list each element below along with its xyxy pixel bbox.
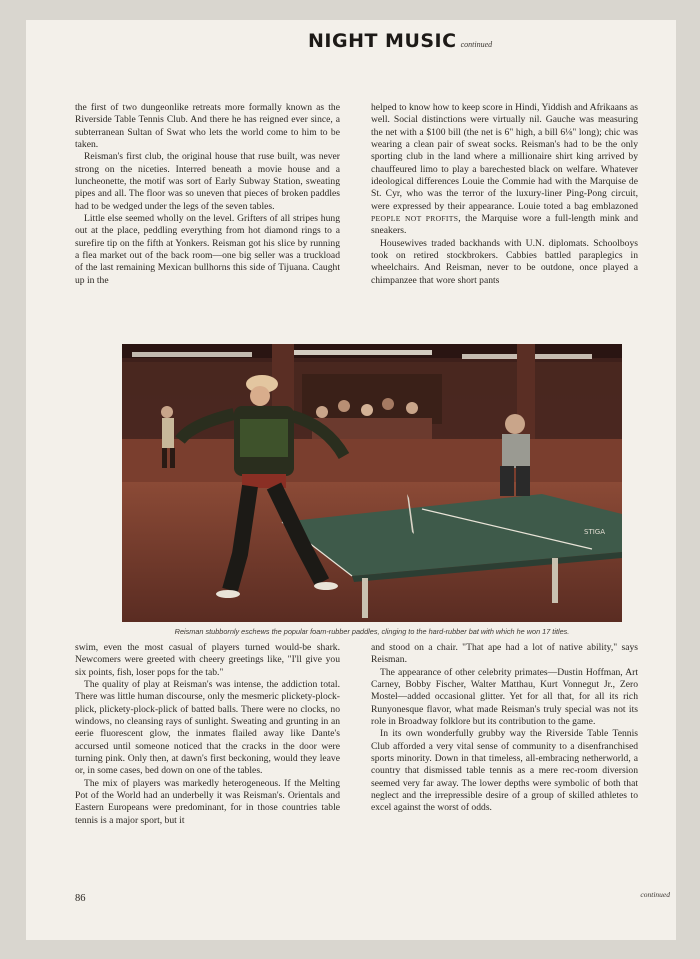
ping-pong-photo bbox=[122, 344, 622, 622]
paragraph: In its own wonderfully grubby way the Riverside Table Tennis Club afforded a very vital sense of community to a disenfranchised sports minority. Down in that timeless, all-embracing netherworld, a country that dismissed table tennis as a mere rec-room diversion seemed very far away. The lower depths were symbolic of both that neglect and the irrepressible desire of a group of skilled athletes to excel against the worst of odds. bbox=[371, 728, 638, 814]
paragraph: and stood on a chair. "That ape had a lot of native ability," says Reisman. bbox=[371, 642, 638, 666]
section-header bbox=[308, 30, 492, 52]
paragraph: Housewives traded backhands with U.N. diplomats. Schoolboys took on retired stockbrokers. Cabbies battled paraplegics in wheelchairs. And Reisman, never to be outdone, once played a chimpanzee that wore short pants bbox=[371, 237, 638, 286]
table-brand-label: STIGA bbox=[584, 528, 605, 536]
paragraph bbox=[371, 102, 638, 238]
page-number: 86 bbox=[75, 893, 86, 904]
photo-illustration bbox=[122, 344, 622, 622]
paragraph: The quality of play at Reisman's was intense, the addiction total. There was little human discourse, only the mesmeric plickety-plock-plick, plickety-plock-plick of batted balls. There were no clocks, no windows, no cleansing rays of sunlight. Sweating and grunting in an eerie fluorescent glow, the inmates flailed away like Dante's accursed until someone noticed that the cracks in the door were turning pink. Only then, at dawn's first beckoning, would they leave or, in some cases, bed down on one of the tables. bbox=[75, 679, 340, 777]
paragraph: the first of two dungeonlike retreats more formally known as the Riverside Table Tennis Club. And there he has reigned ever since, a subterranean Sultan of Swat who lets the world come to him to be taken. bbox=[75, 102, 340, 151]
section-title: NIGHT MUSIC bbox=[308, 30, 457, 52]
text-run: , the Marquise wore a full-length mink and sneakers. bbox=[371, 213, 638, 237]
photo-caption: Reisman stubbornly eschews the popular foam-rubber paddles, clinging to the hard-rubber bat with which he won 17 titles. bbox=[174, 627, 570, 636]
paragraph: swim, even the most casual of players turned would-be shark. Newcomers were greeted with cheery greetings like, "I'll give you six points, fish, loser pops for the tab." bbox=[75, 642, 340, 678]
paragraph: The appearance of other celebrity primates—Dustin Hoffman, Art Carney, Bobby Fischer, Walter Matthau, Kurt Vonnegut Jr., Zero Mostel—added occasional glitter. Yet for all that, for all its rich Runyonesque flavor, what made Reisman's truly special was not its role in Broadway folklore but its contribution to the game. bbox=[371, 666, 638, 728]
article-column-top-left bbox=[75, 102, 340, 287]
paragraph: Reisman's first club, the original house that ruse built, was never strong on the niceties. Interred beneath a movie house and a luncheonette, the motif was sort of Early Subway Station, sweating pipes and all. The floor was so uneven that pieces of broken paddles had to be wedged under the legs of the seven tables. bbox=[75, 151, 340, 212]
paragraph: Little else seemed wholly on the level. Grifters of all stripes hung out at the place, peddling everything from hot diamond rings to a surefire tip on the fifth at Yonkers. Reisman got his slice by running a flea market out of the back room—one big seller was a truckload of the last remaining Mexican bullhorns this side of Tijuana. Caught up in the bbox=[75, 213, 340, 286]
continued-label: continued bbox=[640, 890, 670, 899]
article-column-top-right bbox=[371, 102, 638, 287]
article-column-bottom-left bbox=[75, 642, 340, 827]
text-run: helped to know how to keep score in Hindi, Yiddish and Afrikaans as well. Social distinctions were virtually nil. Gauche was measuring the net with a $100 bill (the net is 6" high, a bill 6⅛" long); chic was wearing a clean pair of sweat socks. Reisman's had to be the only sporting club in the land where a millionaire shirt king arrived by chauffeured limo to play a barechested black on welfare. Whatever ideological differences Louie the Commie had with the Marquise de St. Cyr, who was the terror of the luxury-liner Ping-Pong circuit, were expressed by their appearance. Louie toted a bag emblazoned bbox=[371, 102, 638, 212]
small-caps-slogan: PEOPLE NOT PROFITS bbox=[371, 214, 459, 224]
paragraph: The mix of players was markedly heterogeneous. If the Melting Pot of the World had an underbelly it was Reisman's. Orientals and Eastern Europeans were predominant, for in those countries table tennis is a major sport, but it bbox=[75, 777, 340, 826]
header-continued-label: continued bbox=[460, 40, 493, 49]
article-column-bottom-right bbox=[371, 642, 638, 815]
